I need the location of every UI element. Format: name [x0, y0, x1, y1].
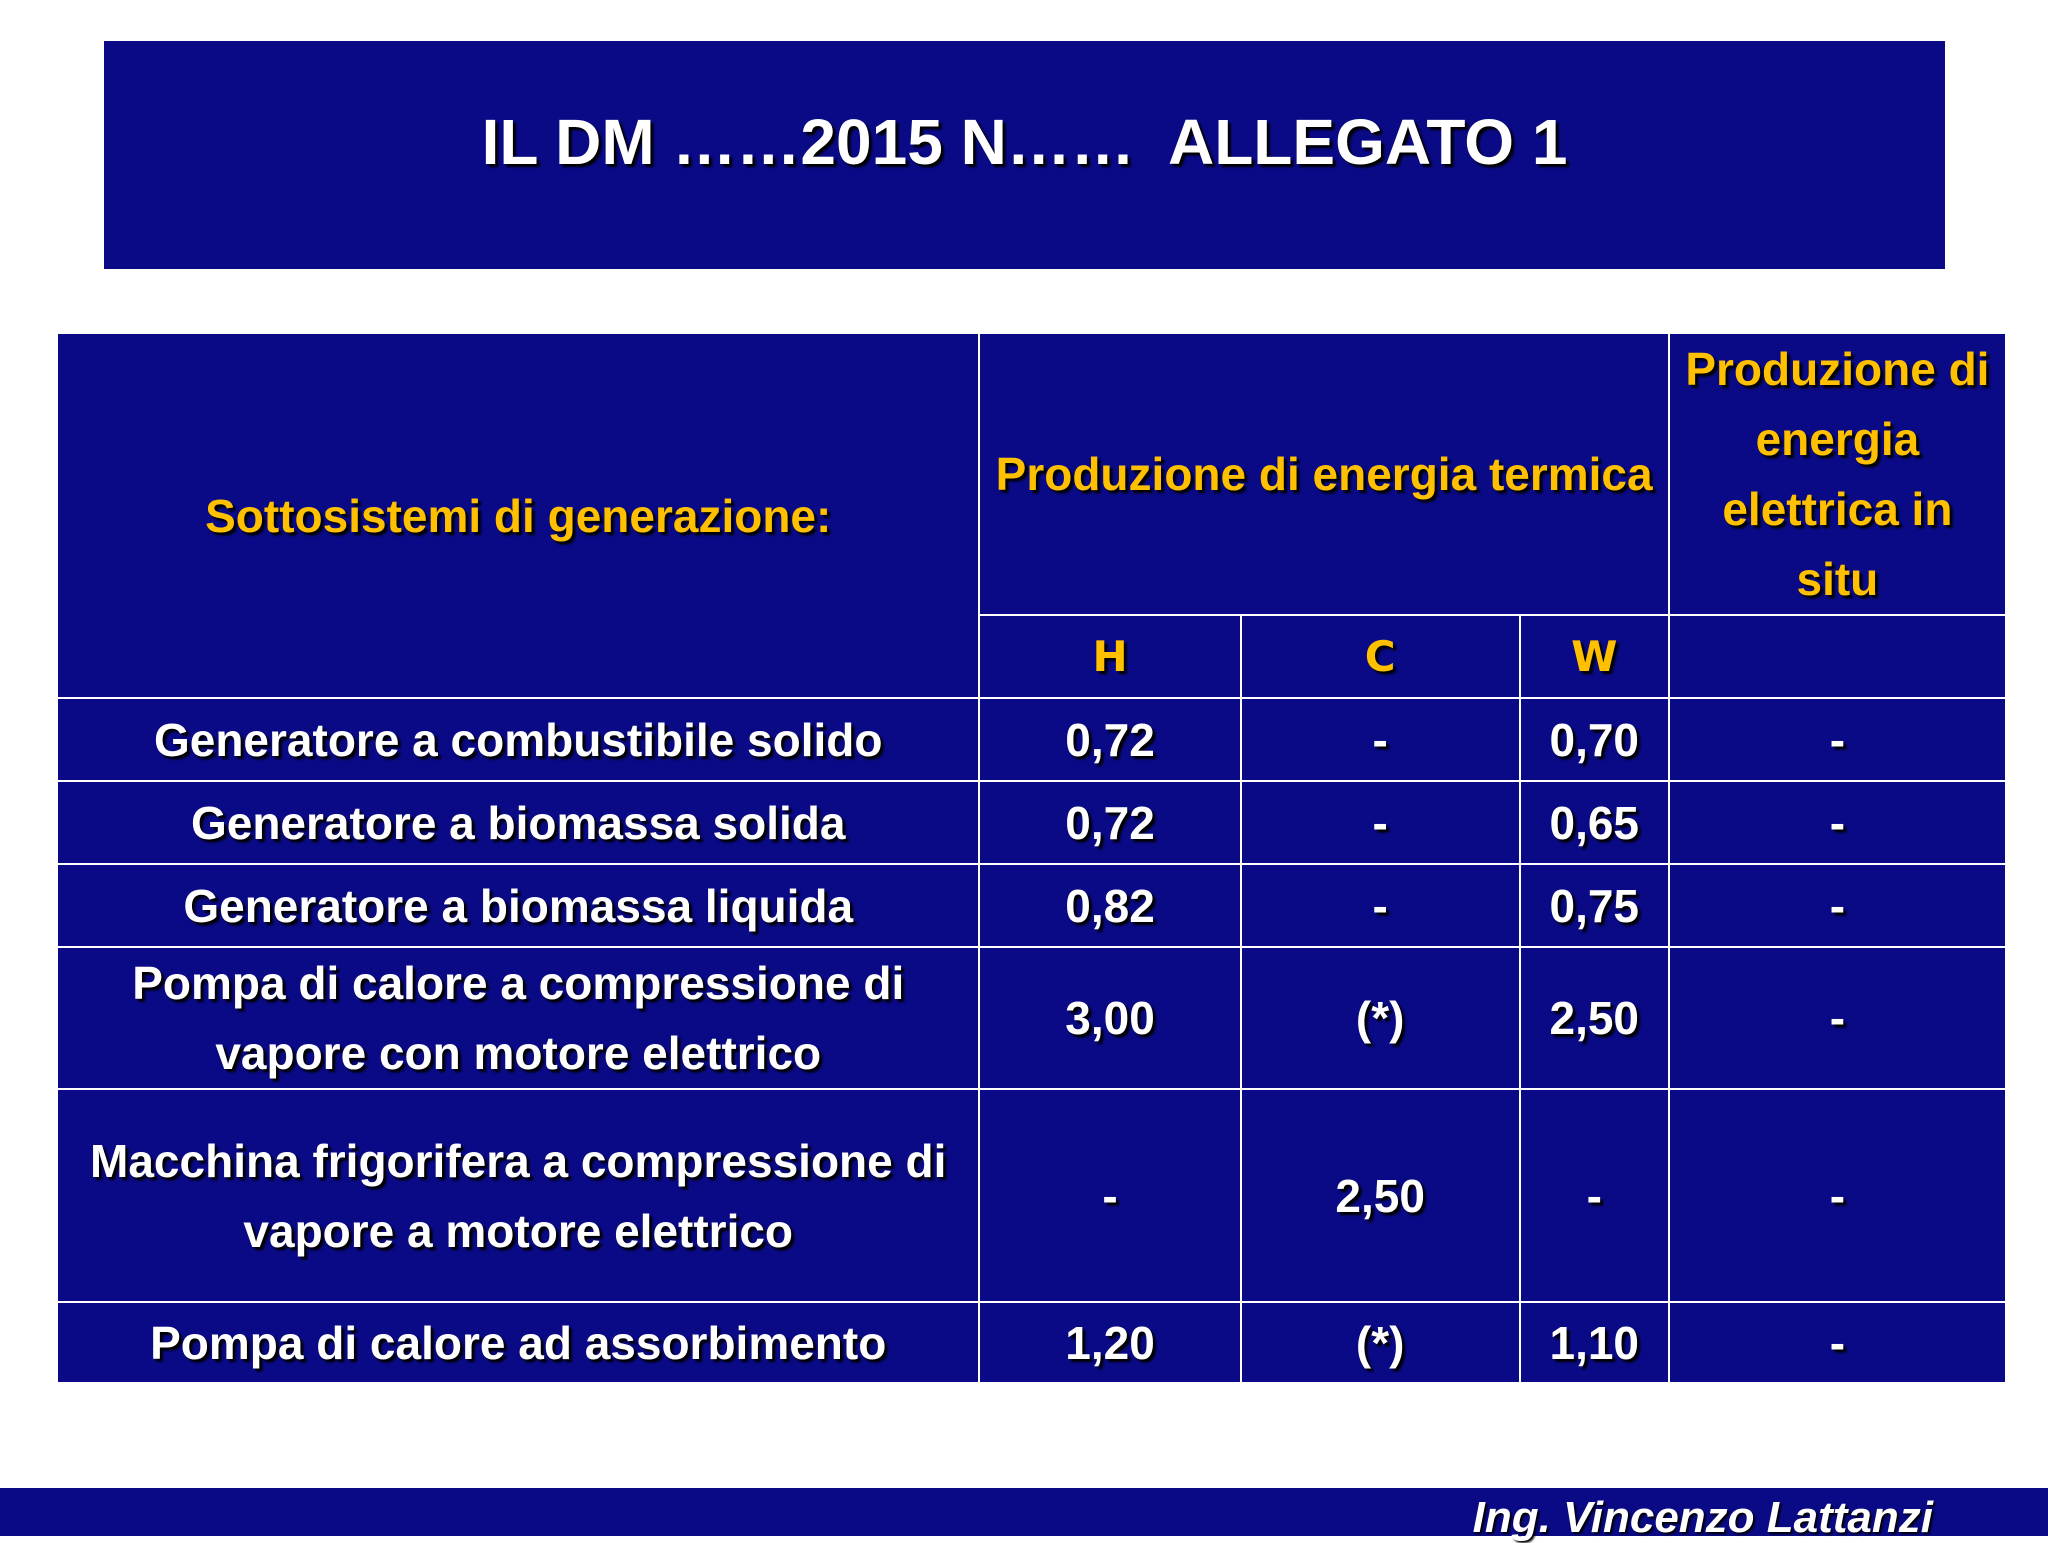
row-label: Generatore a combustibile solido — [57, 698, 979, 781]
cell-c: - — [1241, 698, 1520, 781]
table-row — [57, 781, 2006, 864]
cell-w: - — [1520, 1089, 1669, 1302]
row-label: Pompa di calore ad assorbimento — [57, 1302, 979, 1383]
row-label: Pompa di calore a compressione di vapore con motore elettrico — [57, 947, 979, 1089]
subheader-h: H — [979, 615, 1240, 698]
cell-c: 2,50 — [1241, 1089, 1520, 1302]
cell-electric: - — [1669, 698, 2006, 781]
table-row — [57, 1089, 2006, 1302]
table-row — [57, 1302, 2006, 1383]
cell-h: 3,00 — [979, 947, 1240, 1089]
author-credit: Ing. Vincenzo Lattanzi — [1472, 1493, 1933, 1542]
row-label: Macchina frigorifera a compressione di vapore a motore elettrico — [57, 1089, 979, 1302]
cell-w: 0,75 — [1520, 864, 1669, 947]
slide-title: IL DM ……2015 N…… ALLEGATO 1 — [481, 106, 1568, 178]
cell-h: 0,82 — [979, 864, 1240, 947]
cell-w: 2,50 — [1520, 947, 1669, 1089]
cell-electric: - — [1669, 864, 2006, 947]
cell-w: 1,10 — [1520, 1302, 1669, 1383]
header-generation-subsystems: Sottosistemi di generazione: — [57, 333, 979, 698]
cell-h: 0,72 — [979, 781, 1240, 864]
coefficients-table — [56, 332, 2007, 1384]
cell-c: (*) — [1241, 947, 1520, 1089]
cell-h: 1,20 — [979, 1302, 1240, 1383]
title-banner — [104, 41, 1945, 269]
cell-c: - — [1241, 864, 1520, 947]
cell-electric: - — [1669, 1302, 2006, 1383]
cell-electric: - — [1669, 947, 2006, 1089]
header-electric-production: Produzione di energia elettrica in situ — [1669, 333, 2006, 615]
row-label: Generatore a biomassa liquida — [57, 864, 979, 947]
subheader-c: C — [1241, 615, 1520, 698]
cell-h: - — [979, 1089, 1240, 1302]
cell-w: 0,70 — [1520, 698, 1669, 781]
table-row — [57, 698, 2006, 781]
table-row — [57, 947, 2006, 1089]
cell-c: - — [1241, 781, 1520, 864]
cell-c: (*) — [1241, 1302, 1520, 1383]
cell-h: 0,72 — [979, 698, 1240, 781]
header-thermal-production: Produzione di energia termica — [979, 333, 1668, 615]
table-header-row — [57, 333, 2006, 615]
cell-electric: - — [1669, 781, 2006, 864]
subheader-w: W — [1520, 615, 1669, 698]
cell-electric: - — [1669, 1089, 2006, 1302]
row-label: Generatore a biomassa solida — [57, 781, 979, 864]
table-row — [57, 864, 2006, 947]
subheader-electric-empty — [1669, 615, 2006, 698]
cell-w: 0,65 — [1520, 781, 1669, 864]
